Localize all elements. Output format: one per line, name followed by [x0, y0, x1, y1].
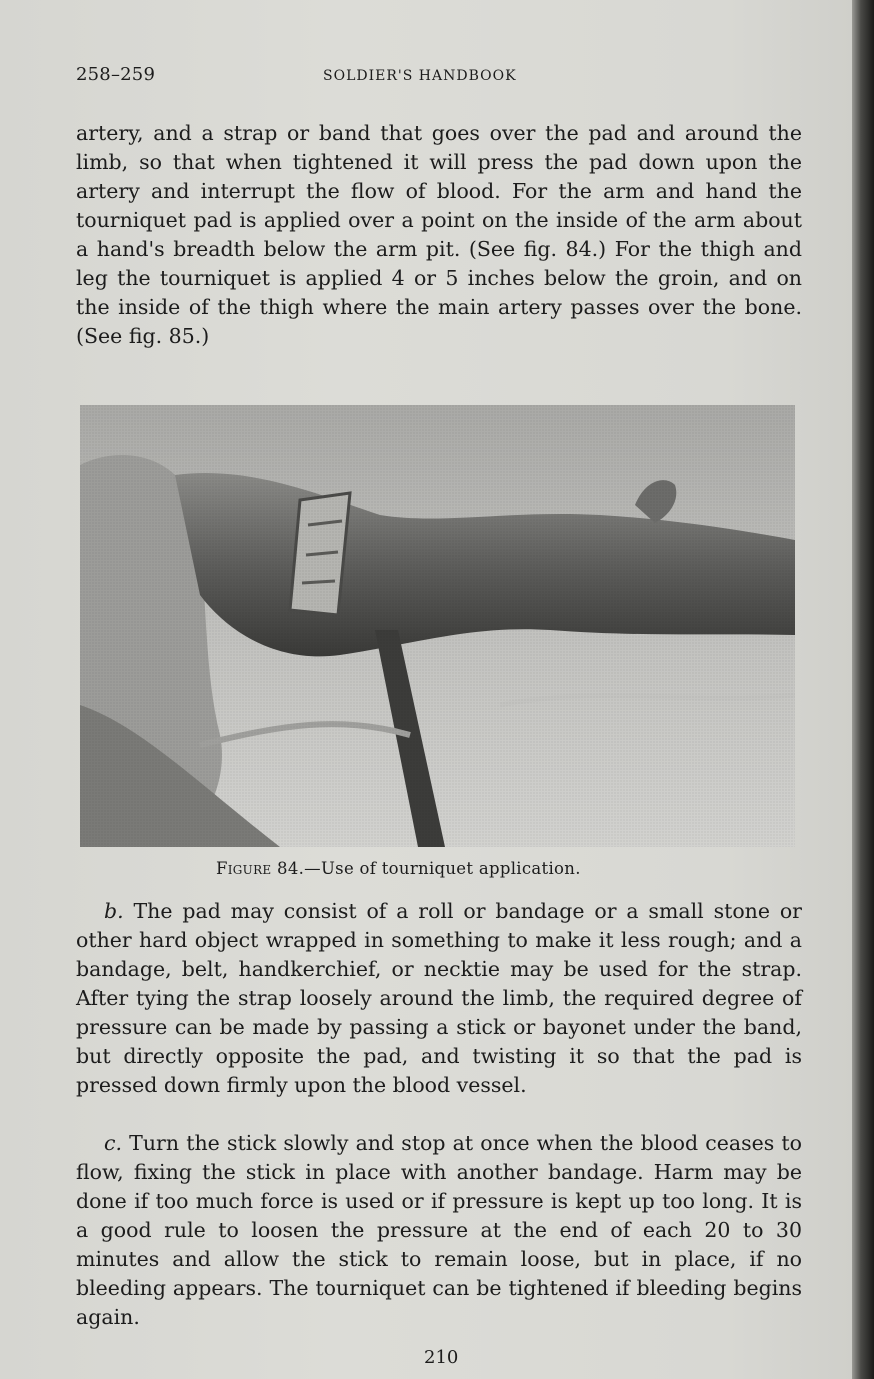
tourniquet-photograph: [80, 405, 795, 847]
figure-label: Figure 84.: [216, 859, 305, 878]
figure-caption-text: —Use of tourniquet application.: [304, 859, 581, 878]
photo-illustration: [80, 405, 795, 847]
item-letter-b: b.: [104, 899, 124, 923]
book-binding-edge: [852, 0, 874, 1379]
page-number: 210: [424, 1347, 459, 1368]
paragraph-continuation: artery, and a strap or band that goes over the pad and around the limb, so that when tightened it will press the pad down upon the artery and interrupt the flow of blood. For the arm and hand the tourniquet pad is applied over a point on the inside of the arm about a hand's breadth below the arm pit. (See fig. 84.) For the thigh and leg the tourniquet is applied 4 or 5 inches below the groin, and on the inside of the thigh where the main artery passes over the bone. (See fig. 85.): [76, 121, 802, 348]
running-title: SOLDIER'S HANDBOOK: [323, 68, 517, 84]
paragraph-c: [76, 1129, 802, 1332]
running-head: [76, 64, 800, 94]
paragraph-c-text: Turn the stick slowly and stop at once when the blood ceases to flow, fixing the stick in place with another bandage. Harm may be done if too much force is used or if pressure is kept up too long. It is a good rule to loosen the pressure at the end of each 20 to 30 minutes and allow the stick to remain loose, but in place, if no bleeding appears. The tourniquet can be tightened if bleeding begins again.: [76, 1131, 802, 1329]
figure-caption: [216, 859, 581, 878]
paragraph-b-text: The pad may consist of a roll or bandage or a small stone or other hard object wrapped in something to make it less rough; and a bandage, belt, handkerchief, or necktie may be used for the strap. After tying the strap loosely around the limb, the required degree of pressure can be made by passing a stick or bayonet under the band, but directly opposite the pad, and twisting it so that the pad is pressed down firmly upon the blood vessel.: [76, 899, 802, 1097]
paragraph-b: [76, 897, 802, 1100]
item-letter-c: c.: [104, 1131, 122, 1155]
section-folio: 258–259: [76, 64, 156, 85]
